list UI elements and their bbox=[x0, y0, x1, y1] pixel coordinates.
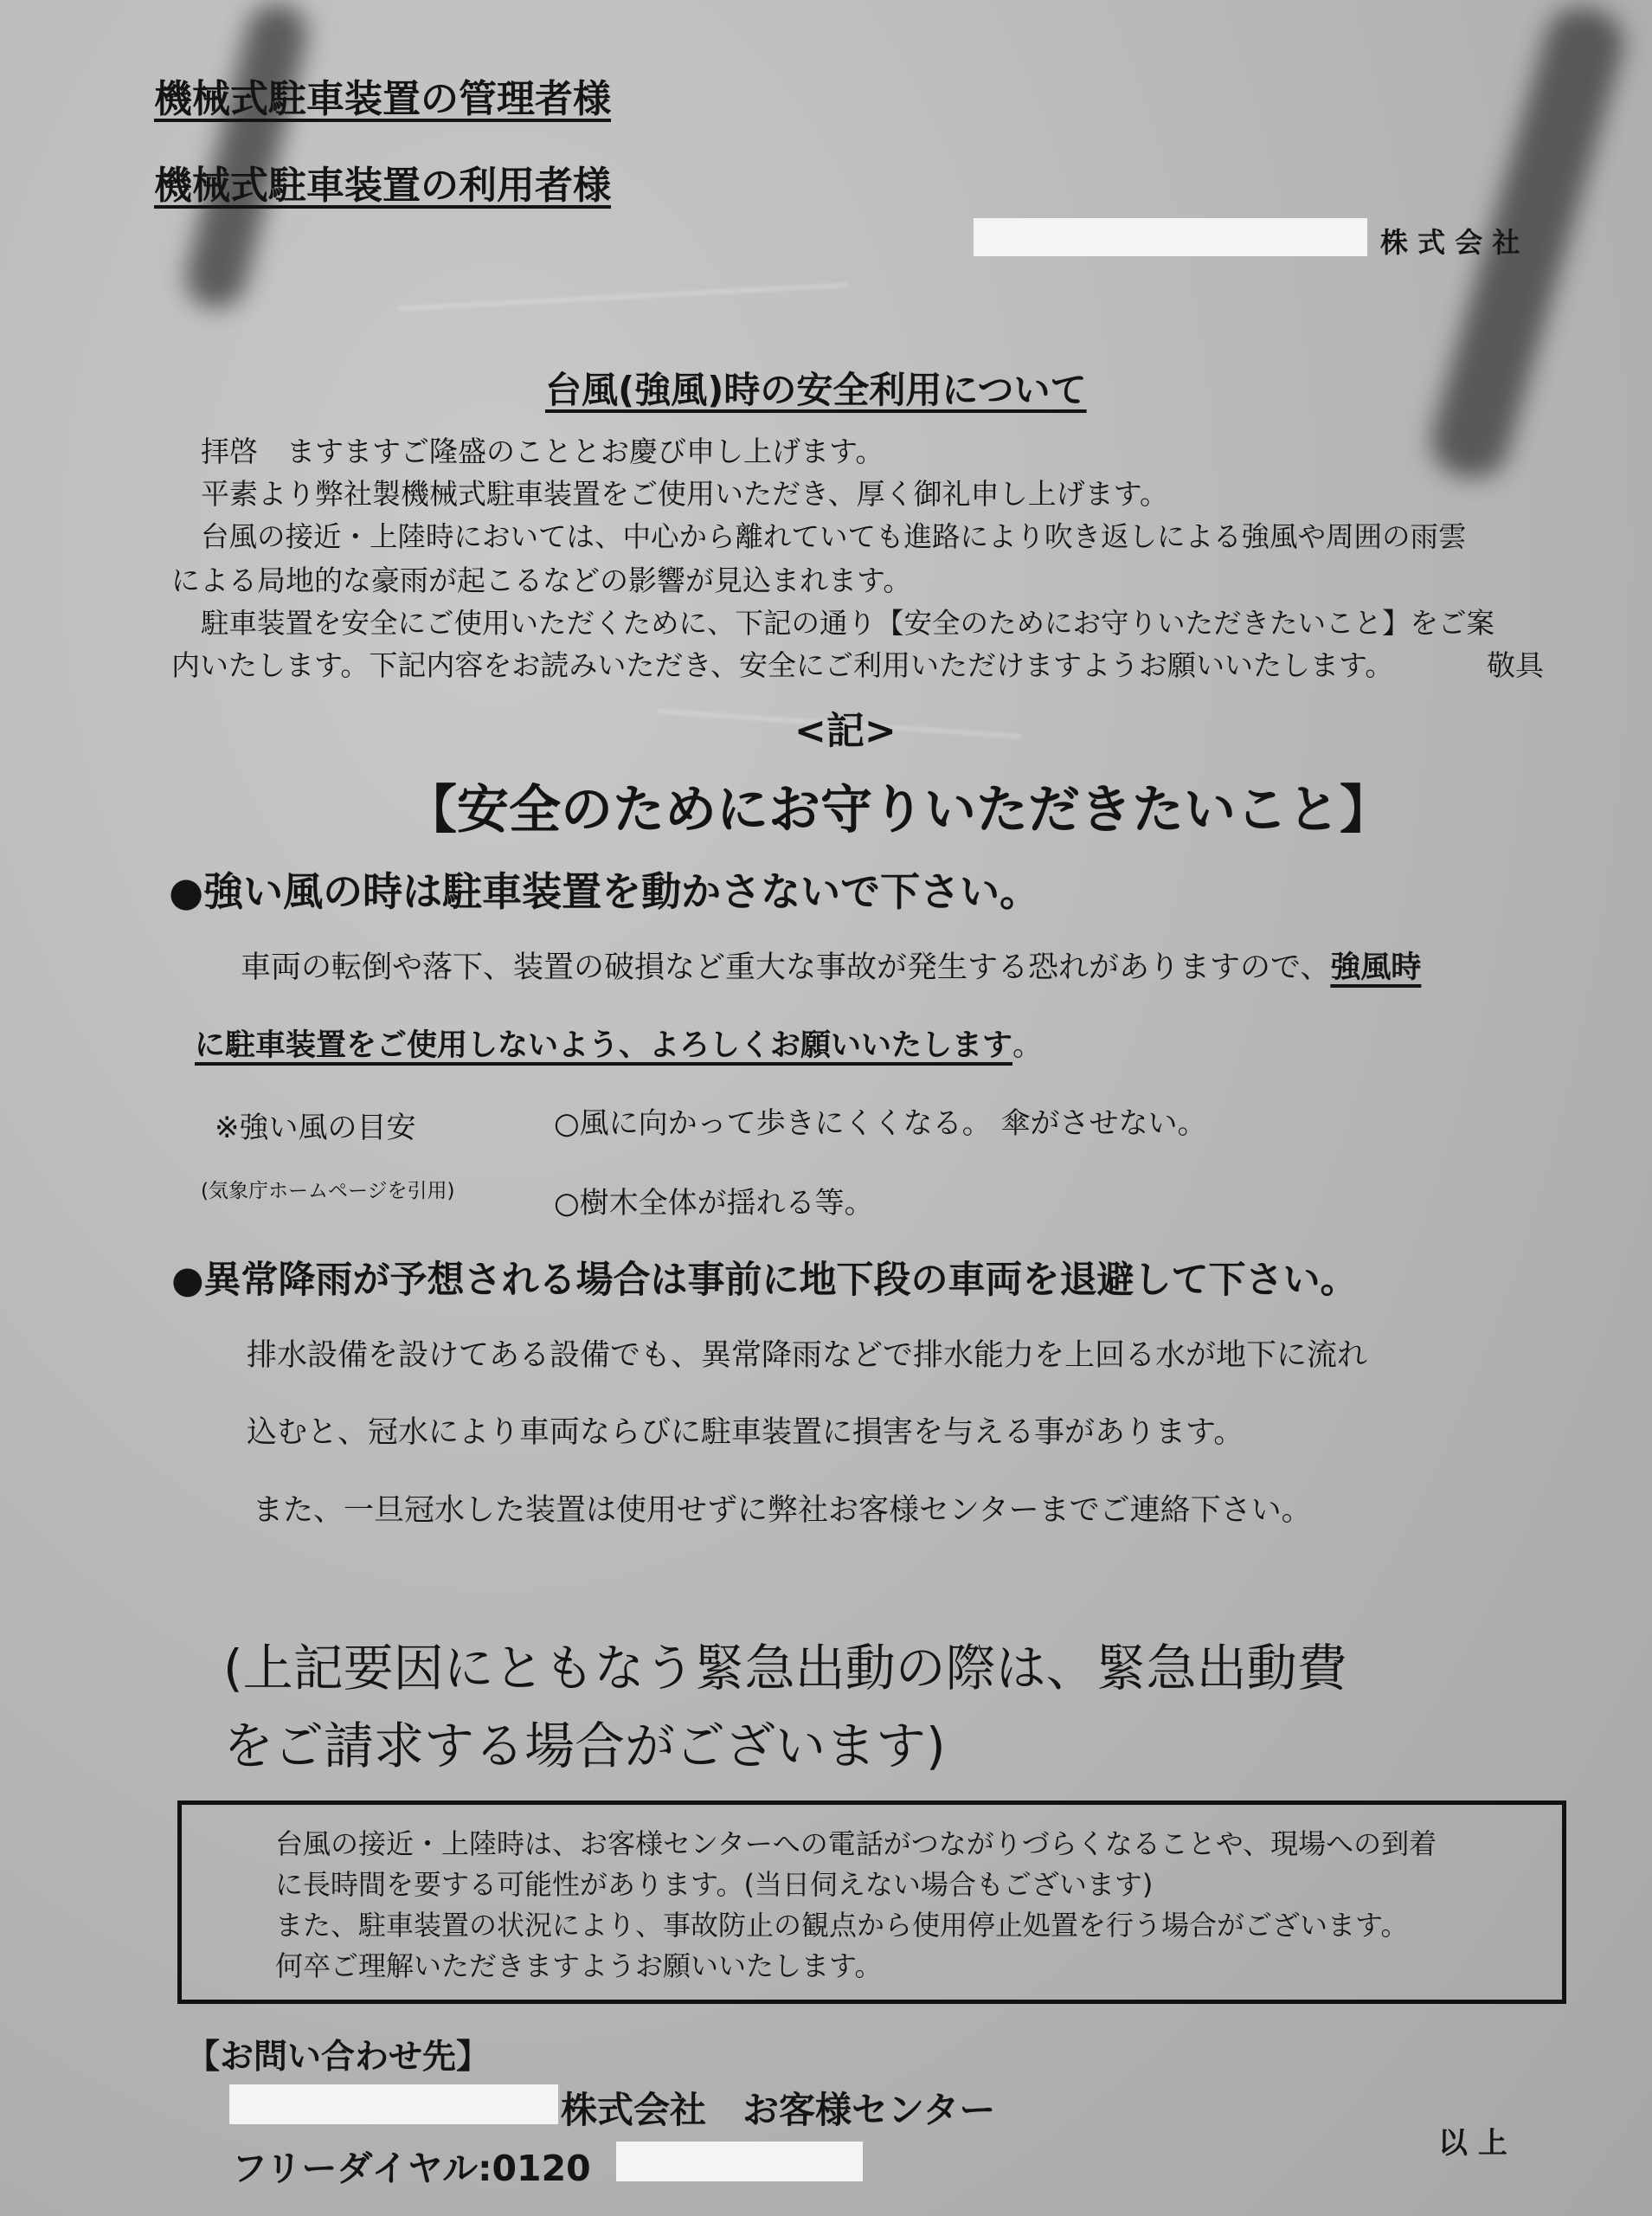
wind-guide-item: ○風に向かって歩きにくくなる。 傘がさせない。 bbox=[554, 1106, 1207, 1141]
intro-line: 内いたします。下記内容をお読みいただき、安全にご利用いただけますようお願いいたします。 bbox=[171, 648, 1394, 682]
section-heading: 【安全のためにお守りいただきたいこと】 bbox=[405, 780, 1392, 841]
paper-crease bbox=[398, 284, 847, 310]
notice-line: 何卒ご理解いただきますようお願いいたします。 bbox=[275, 1949, 883, 1982]
redacted-company-name bbox=[974, 218, 1367, 256]
redacted-contact-company bbox=[229, 2084, 558, 2124]
item2-text-line: また、一旦冠水した装置は使用せずに弊社お客様センターまでご連絡下さい。 bbox=[253, 1493, 1312, 1528]
contact-phone: フリーダイヤル:0120 bbox=[232, 2148, 591, 2189]
intro-line: による局地的な豪雨が起こるなどの影響が見込まれます。 bbox=[171, 564, 912, 597]
closing-ijou: 以 上 bbox=[1438, 2126, 1507, 2161]
item1-text-underlined-2: に駐車装置をご使用しないよう、よろしくお願いいたします bbox=[195, 1028, 1013, 1063]
notice-line: また、駐車装置の状況により、事故防止の観点から使用停止処置を行う場合がございます。 bbox=[275, 1909, 1409, 1942]
closing-keigu: 敬具 bbox=[1487, 648, 1544, 682]
item2-heading: ●異常降雨が予想される場合は事前に地下段の車両を退避して下さい。 bbox=[171, 1259, 1358, 1302]
item1-text-end: 。 bbox=[1012, 1028, 1044, 1063]
item1-text-line2 bbox=[195, 1021, 1043, 1065]
intro-line: 平素より弊社製機械式駐車装置をご使用いただき、厚く御礼申し上げます。 bbox=[201, 477, 1169, 511]
wind-guide-item: ○樹木全体が揺れる等。 bbox=[554, 1186, 874, 1221]
emergency-note: をご請求する場合がございます) bbox=[223, 1717, 946, 1775]
wind-guide-label: ※強い風の目安 bbox=[215, 1111, 416, 1145]
sender-suffix: 株 式 会 社 bbox=[1380, 226, 1520, 259]
item1-text-line1 bbox=[241, 944, 1421, 987]
redacted-phone-number bbox=[616, 2142, 863, 2181]
item2-text-line: 込むと、冠水により車両ならびに駐車装置に損害を与える事があります。 bbox=[247, 1415, 1244, 1450]
addressee-manager: 機械式駐車装置の管理者様 bbox=[154, 77, 611, 121]
notice-line: 台風の接近・上陸時は、お客様センターへの電話がつながりづらくなることや、現場への到着 bbox=[275, 1827, 1437, 1860]
item1-heading: ●強い風の時は駐車装置を動かさないで下さい。 bbox=[169, 868, 1040, 915]
ki-marker: <記> bbox=[794, 709, 897, 753]
intro-line: 駐車装置を安全にご使用いただくために、下記の通り【安全のためにお守りいただきたいこと】をご案 bbox=[201, 607, 1495, 640]
addressee-user: 機械式駐車装置の利用者様 bbox=[154, 164, 611, 208]
item1-text-underlined: 強風時 bbox=[1330, 950, 1422, 985]
notice-line: に長時間を要する可能性があります。(当日伺えない場合もございます) bbox=[275, 1868, 1154, 1901]
wind-guide-source: (気象庁ホームページを引用) bbox=[201, 1180, 455, 1202]
page-title: 台風(強風)時の安全利用について bbox=[545, 369, 1087, 411]
contact-label: 【お問い合わせ先】 bbox=[186, 2038, 491, 2077]
intro-line: 拝啓 ますますご隆盛のこととお慶び申し上げます。 bbox=[201, 435, 884, 468]
item2-text-line: 排水設備を設けてある設備でも、異常降雨などで排水能力を上回る水が地下に流れ bbox=[247, 1338, 1368, 1373]
contact-company: 株式会社 お客様センター bbox=[561, 2089, 996, 2131]
intro-line: 台風の接近・上陸時においては、中心から離れていても進路により吹き返しによる強風や周囲の雨雲 bbox=[201, 520, 1467, 553]
item1-text-plain: 車両の転倒や落下、装置の破損など重大な事故が発生する恐れがありますので、 bbox=[241, 950, 1331, 985]
emergency-note: (上記要因にともなう緊急出動の際は、緊急出動費 bbox=[223, 1639, 1347, 1697]
